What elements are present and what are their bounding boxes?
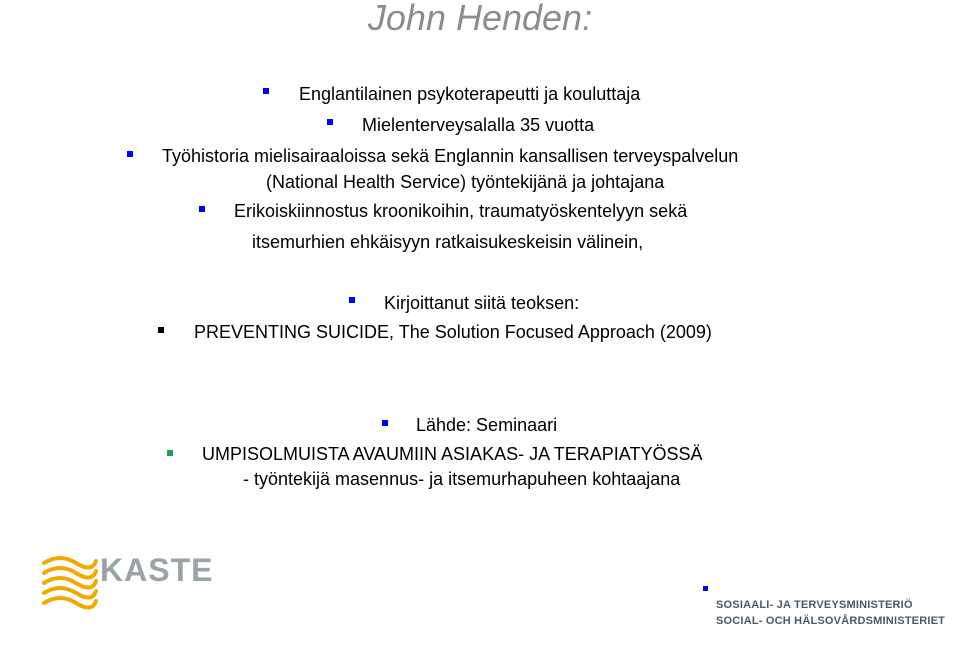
bullet-icon [703, 586, 708, 591]
ministry-name-sv: SOCIAL- OCH HÄLSOVÅRDSMINISTERIET [716, 615, 946, 627]
text-line-6: itsemurhien ehkäisyyn ratkaisukeskeisin välinein, [252, 232, 644, 252]
kaste-logo-text: KASTE [100, 552, 214, 588]
text-line-11: - työntekijä masennus- ja itsemurhapuheen kohtaajana [243, 469, 681, 489]
text-line-10: UMPISOLMUISTA AVAUMIIN ASIAKAS- JA TERAPIATYÖSSÄ [202, 444, 703, 464]
text-line-9: Lähde: Seminaari [416, 415, 558, 435]
bullet-icon [263, 88, 269, 94]
bullet-icon [382, 420, 388, 426]
bullet-icon [167, 450, 173, 456]
text-line-2: Mielenterveysalalla 35 vuotta [362, 115, 595, 135]
bullet-icon [199, 206, 205, 212]
text-line-8: PREVENTING SUICIDE, The Solution Focused Approach (2009) [194, 322, 712, 342]
ministry-name-fi: SOSIAALI- JA TERVEYSMINISTERIÖ [716, 599, 913, 611]
bullet-icon [127, 151, 133, 157]
bullet-icon [349, 297, 355, 303]
bullet-icon [327, 119, 333, 125]
text-line-5: Erikoiskiinnostus kroonikoihin, traumatyöskentelyyn sekä [234, 201, 688, 221]
text-line-4: (National Health Service) työntekijänä ja johtajana [266, 172, 665, 192]
ministry-logo [716, 597, 945, 629]
text-line-1: Englantilainen psykoterapeutti ja kouluttaja [299, 84, 641, 104]
slide-title: John Henden: [367, 0, 593, 38]
bullet-icon [158, 327, 164, 333]
text-line-7: Kirjoittanut siitä teoksen: [384, 293, 580, 313]
text-line-3: Työhistoria mielisairaaloissa sekä Englannin kansallisen terveyspalvelun [162, 146, 739, 166]
